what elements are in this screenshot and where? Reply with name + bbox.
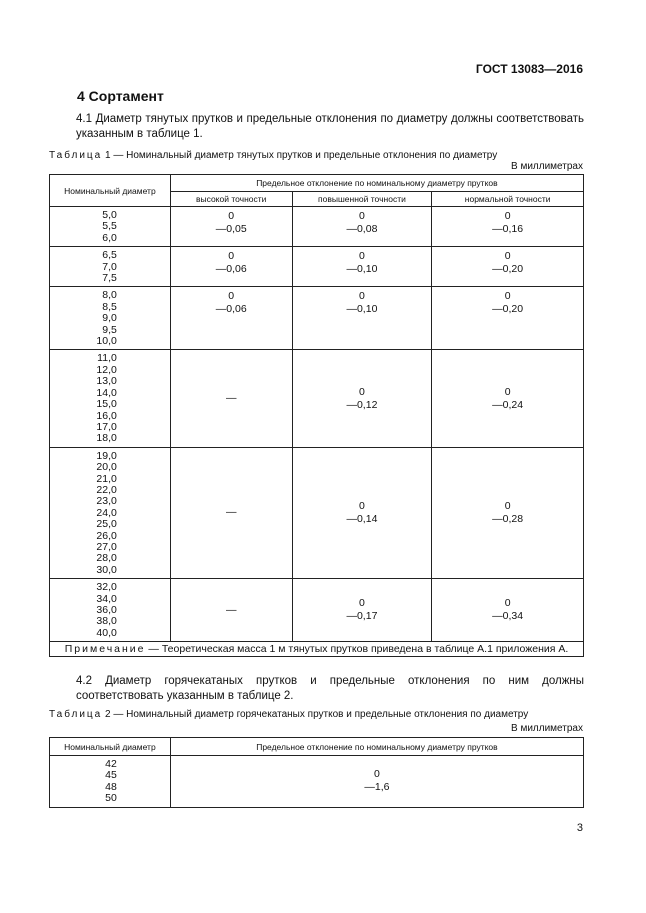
diameter-value: 36,0 [96, 604, 117, 616]
deviation-value: 0 [228, 290, 235, 303]
document-id: ГОСТ 13083—2016 [475, 62, 583, 76]
deviation-value: 0 [504, 250, 511, 263]
diameter-value: 27,0 [96, 540, 117, 553]
deviation-value: — [225, 392, 237, 405]
diameter-value: 6,5 [102, 249, 117, 262]
deviation-value: —0,16 [492, 223, 524, 235]
table1-subheader-increased: повышенной точности [292, 192, 432, 207]
diameter-value: 42 [105, 758, 117, 770]
table1-increased-precision-cell [292, 287, 432, 350]
deviation-value: —0,20 [492, 263, 524, 276]
diameter-value: 26,0 [96, 529, 117, 542]
deviation-value: —0,28 [492, 512, 524, 525]
diameter-value: 6,0 [102, 231, 117, 244]
diameter-value: 24,0 [96, 506, 117, 519]
table2-header-diameter: Номинальный диаметр [50, 738, 171, 756]
deviation-value: 0 [359, 597, 365, 610]
table1-row [50, 207, 584, 247]
diameter-value: 13,0 [96, 375, 117, 388]
diameter-value: 8,5 [102, 300, 117, 313]
deviation-value: 0 [359, 210, 365, 222]
table1-increased-precision-cell [292, 579, 432, 642]
diameter-value: 8,0 [102, 289, 117, 302]
table2-caption-text: 2 — Номинальный диаметр горячекатаных прутков и предельные отклонения по диаметру [102, 709, 529, 720]
deviation-value: 0 [504, 499, 511, 512]
deviation-value: 0 [228, 250, 235, 263]
paragraph-4-2-text: 4.2 Диаметр горячекатаных прутков и предельные отклонения по ним должны соответствовать указанным в таблице 2. [76, 675, 584, 702]
table1-normal-precision-cell [432, 579, 584, 642]
deviation-value: —0,05 [215, 223, 247, 235]
table2-caption-label: Таблица [49, 709, 103, 720]
deviation-value: 0 [228, 210, 235, 222]
diameter-value: 10,0 [96, 335, 117, 348]
deviation-value: —0,06 [215, 263, 247, 276]
table1-diameter-cell [50, 350, 171, 447]
table1-normal-precision-cell [432, 350, 584, 447]
diameter-value: 40,0 [96, 626, 117, 639]
diameter-value: 30,0 [96, 563, 117, 576]
diameter-value: 48 [105, 780, 117, 793]
table1-caption-text: 1 — Номинальный диаметр тянутых прутков и предельные отклонения по диаметру [102, 150, 498, 161]
diameter-value: 17,0 [96, 420, 117, 433]
deviation-value: —0,14 [346, 512, 378, 525]
deviation-value: —0,12 [346, 398, 378, 411]
table1-high-precision-cell [170, 447, 292, 578]
deviation-value: 0 [359, 250, 365, 263]
table1-diameter-cell [50, 447, 171, 578]
table1-note [50, 642, 584, 657]
table1-row [50, 350, 584, 447]
table1-normal-precision-cell [432, 287, 584, 350]
paragraph-4-1-text: 4.1 Диаметр тянутых прутков и предельные отклонения по диаметру должны соответствовать указанным в таблице 1. [76, 113, 584, 140]
table1-increased-precision-cell [292, 247, 432, 287]
diameter-value: 5,0 [102, 209, 117, 221]
deviation-value: —0,34 [492, 610, 524, 623]
deviation-value: 0 [504, 290, 511, 303]
deviation-value: 0 [359, 499, 365, 512]
diameter-value: 20,0 [96, 461, 117, 474]
deviation-value: 0 [504, 385, 511, 398]
table1-high-precision-cell [170, 207, 292, 247]
diameter-value: 7,0 [102, 260, 117, 273]
table1-note-text: — Теоретическая масса 1 м тянутых прутков приведена в таблице А.1 приложения А. [145, 643, 569, 656]
deviation-value: —1,6 [364, 781, 390, 794]
table1-caption-label: Таблица [49, 150, 103, 161]
table1-increased-precision-cell [292, 207, 432, 247]
deviation-value: —0,06 [215, 303, 247, 316]
diameter-value: 12,0 [96, 363, 117, 376]
table1-normal-precision-cell [432, 247, 584, 287]
table1-normal-precision-cell [432, 447, 584, 578]
paragraph-4-1 [49, 112, 584, 142]
table1-units: В миллиметрах [511, 161, 583, 172]
table2-deviation-cell [170, 756, 583, 808]
deviation-value: —0,08 [346, 223, 378, 235]
table1-increased-precision-cell [292, 447, 432, 578]
table1-high-precision-cell [170, 247, 292, 287]
table1-increased-precision-cell [292, 350, 432, 447]
paragraph-4-2 [49, 674, 584, 704]
table1-diameter-cell [50, 247, 171, 287]
deviation-value: — [225, 506, 237, 519]
diameter-value: 14,0 [96, 386, 117, 399]
deviation-value: 0 [359, 385, 365, 398]
diameter-value: 9,5 [102, 323, 117, 336]
table1 [49, 174, 584, 657]
table1-high-precision-cell [170, 287, 292, 350]
deviation-value: —0,10 [346, 263, 378, 276]
diameter-value: 9,0 [102, 312, 117, 325]
table1-subheader-normal: нормальной точности [432, 192, 584, 207]
deviation-value: —0,17 [346, 610, 378, 623]
diameter-value: 45 [105, 769, 117, 782]
deviation-value: —0,20 [492, 303, 524, 316]
table2 [49, 737, 584, 808]
table1-high-precision-cell [170, 350, 292, 447]
page-number: 3 [576, 822, 583, 834]
table1-subheader-high: высокой точности [170, 192, 292, 207]
diameter-value: 34,0 [96, 592, 117, 605]
table1-diameter-cell [50, 207, 171, 247]
diameter-value: 23,0 [96, 495, 117, 508]
diameter-value: 28,0 [96, 552, 117, 565]
table1-note-label: Примечание [64, 643, 146, 656]
table1-header-diameter: Номинальный диаметр [50, 175, 171, 207]
deviation-value: 0 [504, 597, 511, 610]
table1-caption [49, 150, 497, 161]
table1-row [50, 579, 584, 642]
diameter-value: 50 [105, 792, 117, 805]
diameter-value: 7,5 [102, 272, 117, 285]
table1-header-deviation: Предельное отклонение по номинальному диаметру прутков [170, 175, 583, 192]
deviation-value: 0 [504, 210, 511, 222]
table2-units: В миллиметрах [511, 723, 583, 734]
diameter-value: 11,0 [97, 352, 117, 365]
diameter-value: 5,5 [102, 220, 117, 233]
table1-high-precision-cell [170, 579, 292, 642]
diameter-value: 18,0 [96, 432, 117, 445]
diameter-value: 16,0 [96, 409, 117, 422]
table1-diameter-cell [50, 287, 171, 350]
deviation-value: —0,24 [492, 398, 524, 411]
diameter-value: 21,0 [96, 472, 117, 485]
table1-row [50, 447, 584, 578]
table2-diameter-cell [50, 756, 171, 808]
deviation-value: —0,10 [346, 303, 378, 316]
diameter-value: 15,0 [96, 398, 117, 411]
table1-diameter-cell [50, 579, 171, 642]
diameter-value: 32,0 [96, 581, 117, 594]
table2-header-deviation: Предельное отклонение по номинальному диаметру прутков [170, 738, 583, 756]
section-title: 4 Сортамент [77, 88, 164, 104]
diameter-value: 19,0 [96, 449, 117, 462]
table1-row [50, 247, 584, 287]
table2-caption [49, 709, 528, 720]
table1-normal-precision-cell [432, 207, 584, 247]
deviation-value: 0 [359, 290, 365, 303]
diameter-value: 22,0 [96, 483, 117, 496]
deviation-value: 0 [374, 768, 380, 781]
deviation-value: — [225, 603, 237, 616]
diameter-value: 25,0 [96, 518, 117, 531]
diameter-value: 38,0 [96, 615, 117, 628]
table1-row [50, 287, 584, 350]
